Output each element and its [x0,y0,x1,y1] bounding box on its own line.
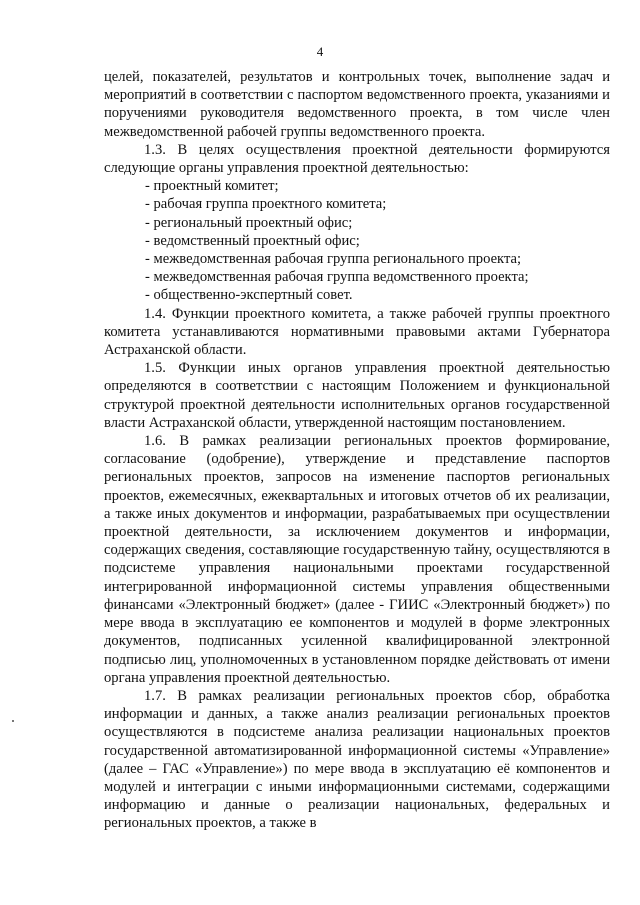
page-number: 4 [316,44,324,59]
paragraph-1-3: 1.3. В целях осуществления проектной деятельности формируются следующие органы управления проектной деятельностью: [104,141,610,177]
list-item: - региональный проектный офис; [145,214,353,231]
continuation-paragraph: целей, показателей, результатов и контрольных точек, выполнение задач и мероприятий в соответствии с паспортом ведомственного проекта, указаниями и поручениями руководителя ведомственного проекта, в том числе член межведомственной рабочей группы ведомственного проекта. [104,69,610,140]
list-item: - ведомственный проектный офис; [145,232,360,249]
bodies-list [104,177,610,304]
list-item: - межведомственная рабочая группа регионального проекта; [145,251,522,268]
document-body [104,68,610,833]
paragraph-1-4: 1.4. Функции проектного комитета, а также рабочей группы проектного комитета устанавливаются нормативными правовыми актами Губернатора Астраханской области. [104,305,610,359]
list-item: - рабочая группа проектного комитета; [145,196,387,213]
margin-speck [12,720,14,722]
paragraph-1-6: 1.6. В рамках реализации региональных проектов формирование, согласование (одобрение), утверждение и представление паспортов региональных проектов, запросов на изменение паспортов региональных проектов, ежемесячных, ежеквартальных и итоговых отчетов об их реализации, а также иных документов и информации, разрабатываемых при осуществлении проектной деятельности, за исключением документов и информации, содержащих сведения, составляющие государственную тайну, осуществляются в подсистеме управления национальными проектами государственной интегрированной информационной системы управления общественными финансами «Электронный бюджет» (далее - ГИИС «Электронный бюджет») по мере ввода в эксплуатацию ее компонентов и модулей в форме электронных документов, подписанных усиленной квалифицированной электронной подписью лиц, уполномоченных в установленном порядке действовать от имени органа управления проектной деятельностью. [104,433,610,686]
paragraph-1-7: 1.7. В рамках реализации региональных проектов сбор, обработка информации и данных, а также анализ реализации региональных проектов осуществляются в подсистеме анализа реализации национальных проектов государственной автоматизированной информационной системы «Управление» (далее – ГАС «Управление») по мере ввода в эксплуатацию её компонентов и модулей и интеграции с иными информационными системами, содержащими информацию и данные о реализации национальных, федеральных и региональных проектов, а также в [104,687,610,832]
paragraph-1-5: 1.5. Функции иных органов управления проектной деятельностью определяются в соответствии с настоящим Положением и функциональной структурой проектной деятельности исполнительных органов государственной власти Астраханской области, утвержденной настоящим постановлением. [104,360,610,431]
list-item: - межведомственная рабочая группа ведомственного проекта; [145,269,529,286]
list-item: - общественно-экспертный совет. [145,287,353,304]
list-item: - проектный комитет; [145,178,279,195]
